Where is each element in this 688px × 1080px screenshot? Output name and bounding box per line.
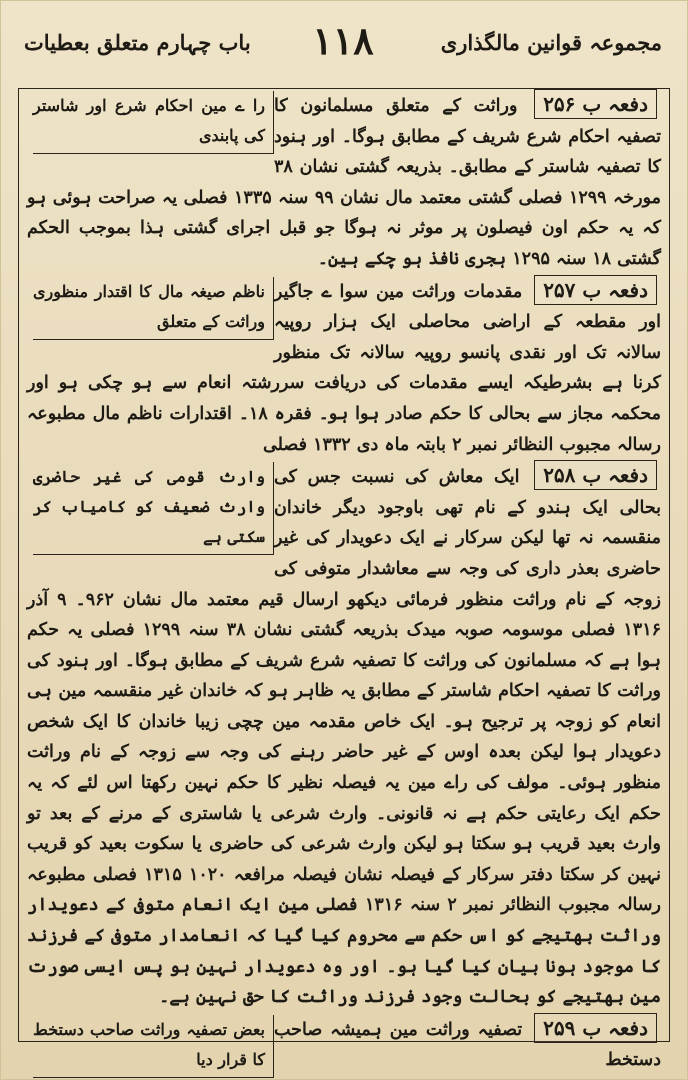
text-body xyxy=(27,89,662,1071)
section-259 xyxy=(27,1013,661,1076)
section-heading-256: دفعہ ب ۲۵۶ xyxy=(534,89,657,119)
section-body-258: ایک معاش کی نسبت جس کی بحالی ایک ہندو کے نام تھی باوجود دیگر خاندان منقسمہ نہ تھا لیکن سرکار نے ایک دعویدار کی غیر حاضری بعذر داری کی وجہ سے معاشدار متوفی کی زوجہ کے نام وراثت منظور فرمائی دیکھو ارسال قیم معتمد مال نشان ۹۶۲۔ ۹ آذر ۱۳۱۶ فصلی موسومہ صوبہ میدک بذریعہ گشتی نشان ۳۸ سنہ ۱۲۹۹ فصلی یہ حکم ہوا ہے کہ مسلمانون کی وراثت کا تصفیہ شرع شریف کے مطابق ہوگا۔ اور ہنود کی وراثت کا تصفیہ احکام شاستر کے مطابق یہ ظاہر ہو کہ خاندان غیر منقسمہ مین ہی انعام کو زوجہ پر ترجیح ہو۔ ایک خاص مقدمہ مین چچی زیبا خاندان کا ایک شخص دعویدار ہوا لیکن بعدہ اوس کے غیر حاضر رہنے کی وجہ سے زوجہ کے نام وراثت منظور ہوئی۔ مولف کی راے مین یہ فیصلہ نظیر کا حکم نہین رکھتا اس لئے کہ یہ حکم ایک رعایتی حکم ہے نہ قانونی۔ وارث شرعی یا شاستری کے مرنے کے بعد تو وارث بعید قریب ہو سکتا ہو لیکن وارث شرعی کی حاضری یا سکوت بعید کو قریب نہین کر سکتا دفتر سرکار کے فیصلہ نشان فیصلہ مرافعہ ۱۰۲۰ ۱۳۱۵ فصلی مطبوعہ رسالہ مجبوب النظائر نمبر ۲ سنہ ۱۳۱۶ فصلی مین ایک انعام متوفی کے دعویدار وراثت بھتیجے کو اس حکم سے محروم کیا گیا کہ انعامدار متوفی کے فرزند کا موجود ہونا بیان کیا گیا ہو۔ اور وہ دعویدار نہین ہو پس ایسی صورت مین بھتیجے کو بحالت وجود فرزند وراثت کا حق نہین ہے۔ xyxy=(27,467,662,1008)
marginal-note-259: بعض تصفیہ وراثت صاحب دستخط کا قرار دیا xyxy=(33,1015,274,1078)
page-number: ۱۱۸ xyxy=(312,18,374,63)
section-heading-258: دفعہ ب ۲۵۸ xyxy=(534,460,657,490)
text-frame xyxy=(18,88,670,1071)
marginal-note-256: را ے مین احکام شرع اور شاستر کی پابندی xyxy=(33,91,274,154)
running-title: مجموعہ قوانین مالگذاری xyxy=(440,30,662,55)
section-256 xyxy=(27,89,661,275)
marginal-note-258: وارث قومی کی غیر حاضری وارث ضعیف کو کامیاب کر سکتی ہے xyxy=(33,462,274,555)
marginal-note-257: ناظم صیغہ مال کا اقتدار منظوری وراثت کے متعلق xyxy=(33,277,274,340)
section-body-259: تصفیہ وراثت مین ہمیشہ صاحب دستخط xyxy=(274,1019,661,1071)
chapter-title: باب چہارم متعلق بعطیات xyxy=(24,30,251,55)
page-header xyxy=(18,18,668,64)
section-body-256: وراثت کے متعلق مسلمانون کا تصفیہ احکام شرع شریف کے مطابق ہوگا۔ اور ہنود کا تصفیہ شاستر کے مطابق۔ بذریعہ گشتی نشان ۳۸ مورخہ ۱۲۹۹ فصلی گشتی معتمد مال نشان ۹۹ سنہ ۱۳۳۵ فصلی یہ صراحت ہوئی ہو کہ یہ حکم اون فیصلون پر موثر نہ ہوگا جو قبل اجرای گشتی ہذا بموجب الحکم گشتی ۱۸ سنہ ۱۲۹۵ ہجری نافذ ہو چکے ہین۔ xyxy=(27,96,661,269)
section-258 xyxy=(27,460,661,1013)
section-body-257: مقدمات وراثت مین سوا ے جاگیر اور مقطعہ کے اراضی محاصلی ایک ہزار روپیہ سالانہ تک اور نقدی پانسو روپیہ سالانہ تک منظور کرنا ہے بشرطیکہ ایسے مقدمات کی دریافت سررشتہ انعام سے ہو چکی ہو اور محکمہ مجاز سے بحالی کا حکم صادر ہوا ہو۔ فقرہ ۱۸۔ اقتدارات ناظم مال مطبوعہ رسالہ مجبوب النظائر نمبر ۲ بابتہ ماہ دی ۱۳۳۲ فصلی xyxy=(27,281,661,455)
section-257 xyxy=(27,275,661,461)
section-heading-259: دفعہ ب ۲۵۹ xyxy=(534,1013,657,1043)
section-heading-257: دفعہ ب ۲۵۷ xyxy=(534,275,657,305)
